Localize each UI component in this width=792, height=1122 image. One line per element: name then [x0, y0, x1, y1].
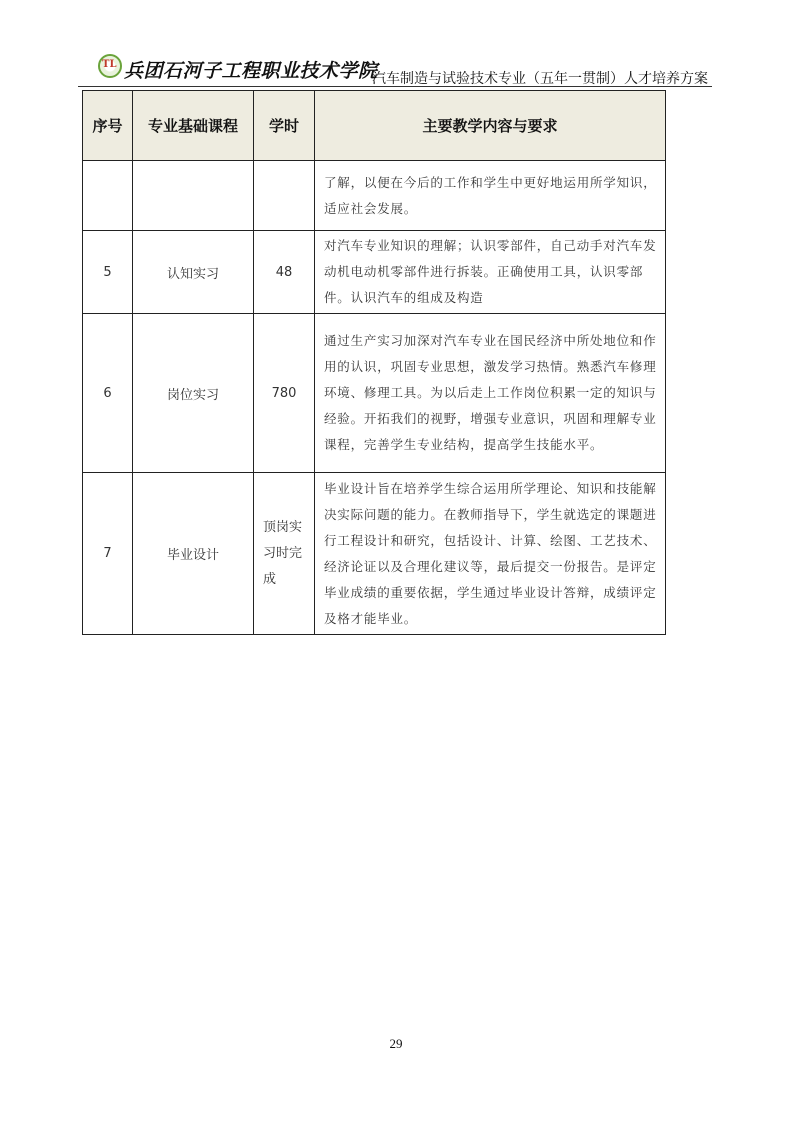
table-row: [83, 473, 666, 635]
cell-no: 7: [83, 473, 133, 635]
cell-content: 对汽车专业知识的理解；认识零部件，自己动手对汽车发动机电动机零部件进行拆装。正确使用工具，认识零部件。认识汽车的组成及构造: [315, 231, 666, 314]
cell-course: 认知实习: [133, 231, 254, 314]
document-title: 汽车制造与试验技术专业（五年一贯制）人才培养方案: [372, 71, 708, 87]
cell-course: 毕业设计: [133, 473, 254, 635]
school-logo-icon: [98, 54, 122, 78]
course-table: [82, 90, 666, 635]
table-row: [83, 161, 666, 231]
school-name: 兵团石河子工程职业技术学院: [124, 60, 378, 82]
table-row: [83, 231, 666, 314]
cell-hours: 48: [254, 231, 315, 314]
cell-no: [83, 161, 133, 231]
table-row: [83, 314, 666, 473]
cell-no: 6: [83, 314, 133, 473]
col-header-no: 序号: [83, 91, 133, 161]
cell-hours: 780: [254, 314, 315, 473]
header-rule: [78, 86, 712, 87]
cell-content: 毕业设计旨在培养学生综合运用所学理论、知识和技能解决实际问题的能力。在教师指导下，学生就选定的课题进行工程设计和研究，包括设计、计算、绘图、工艺技术、经济论证以及合理化建议等，最后提交一份报告。是评定毕业成绩的重要依据，学生通过毕业设计答辩，成绩评定及格才能毕业。: [315, 473, 666, 635]
cell-course: [133, 161, 254, 231]
cell-hours: [254, 161, 315, 231]
table-header-row: [83, 91, 666, 161]
cell-content: 了解，以便在今后的工作和学生中更好地运用所学知识，适应社会发展。: [315, 161, 666, 231]
col-header-content: 主要教学内容与要求: [315, 91, 666, 161]
cell-course: 岗位实习: [133, 314, 254, 473]
cell-content: 通过生产实习加深对汽车专业在国民经济中所处地位和作用的认识，巩固专业思想，激发学习热情。熟悉汽车修理环境、修理工具。为以后走上工作岗位积累一定的知识与经验。开拓我们的视野，增强专业意识，巩固和理解专业课程，完善学生专业结构，提高学生技能水平。: [315, 314, 666, 473]
page-header: [0, 0, 792, 92]
page-number: 29: [389, 1036, 403, 1051]
col-header-hours: 学时: [254, 91, 315, 161]
col-header-course: 专业基础课程: [133, 91, 254, 161]
cell-no: 5: [83, 231, 133, 314]
cell-hours: 顶岗实习时完成: [254, 473, 315, 635]
